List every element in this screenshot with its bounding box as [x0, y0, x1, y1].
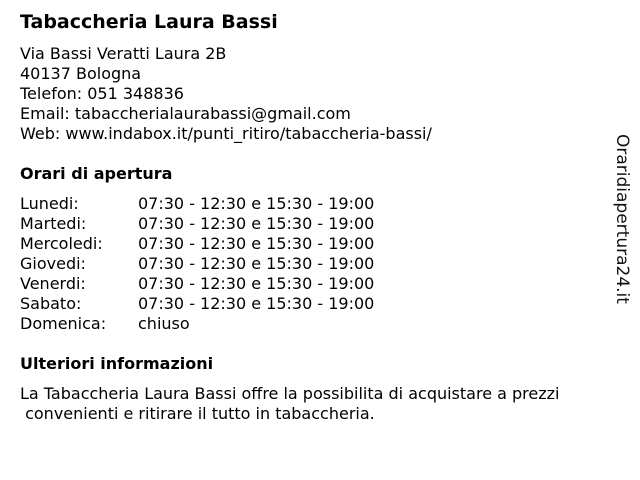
brand-watermark-text: Oraridiapertura24.it	[612, 134, 632, 304]
day-label: Martedi:	[20, 214, 87, 233]
time-range: chiuso	[138, 314, 190, 333]
day-label: Mercoledi:	[20, 234, 103, 253]
info-line: convenienti e ritirare il tutto in tabaccheria.	[20, 404, 375, 423]
hours-row-tuesday	[20, 214, 374, 234]
day-label: Lunedi:	[20, 194, 79, 213]
opening-hours-table	[20, 194, 374, 334]
time-range: 07:30 - 12:30 e 15:30 - 19:00	[138, 214, 375, 233]
hours-row-saturday	[20, 294, 374, 314]
hours-row-sunday	[20, 314, 374, 334]
additional-info-heading: Ulteriori informazioni	[20, 354, 214, 373]
phone-number: Telefon: 051 348836	[20, 84, 184, 103]
day-label: Giovedi:	[20, 254, 86, 273]
brand-watermark	[609, 134, 639, 334]
info-line: La Tabaccheria Laura Bassi offre la possibilita di acquistare a prezzi	[20, 384, 560, 403]
day-label: Domenica:	[20, 314, 107, 333]
time-range: 07:30 - 12:30 e 15:30 - 19:00	[138, 274, 375, 293]
time-range: 07:30 - 12:30 e 15:30 - 19:00	[138, 234, 375, 253]
time-range: 07:30 - 12:30 e 15:30 - 19:00	[138, 254, 375, 273]
business-name: Tabaccheria Laura Bassi	[20, 11, 278, 33]
address-street: Via Bassi Veratti Laura 2B	[20, 44, 227, 63]
day-label: Venerdi:	[20, 274, 86, 293]
time-range: 07:30 - 12:30 e 15:30 - 19:00	[138, 294, 375, 313]
hours-row-friday	[20, 274, 374, 294]
contact-block	[20, 44, 432, 144]
time-range: 07:30 - 12:30 e 15:30 - 19:00	[138, 194, 375, 213]
day-label: Sabato:	[20, 294, 82, 313]
hours-row-thursday	[20, 254, 374, 274]
hours-row-wednesday	[20, 234, 374, 254]
additional-info-text	[20, 384, 620, 424]
hours-row-monday	[20, 194, 374, 214]
opening-hours-heading: Orari di apertura	[20, 164, 173, 183]
address-city: 40137 Bologna	[20, 64, 142, 83]
website-url: Web: www.indabox.it/punti_ritiro/tabaccheria-bassi/	[20, 124, 432, 143]
email-address: Email: tabaccherialaurabassi@gmail.com	[20, 104, 351, 123]
